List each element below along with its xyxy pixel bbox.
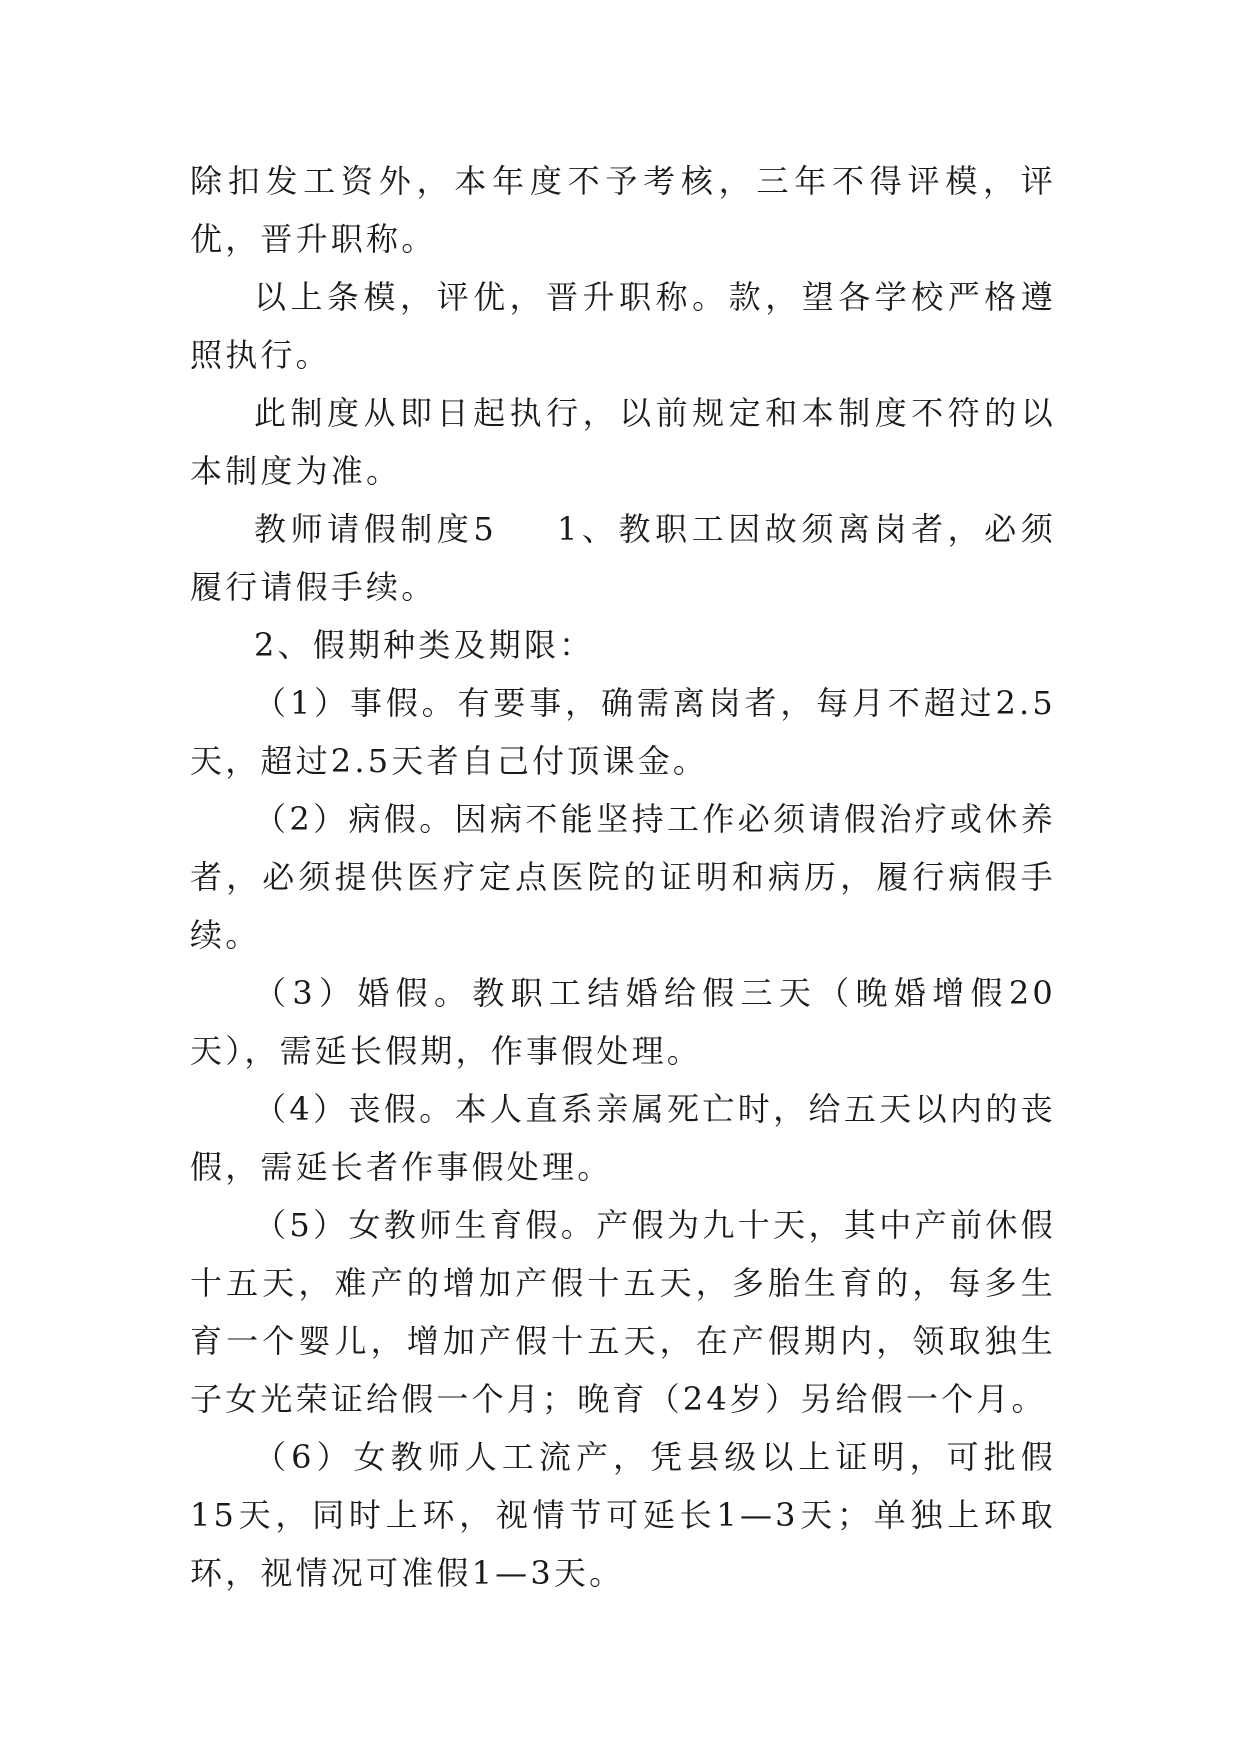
paragraph-wage-deduction: 除扣发工资外，本年度不予考核，三年不得评模，评优，晋升职称。 [190, 162, 1056, 258]
paragraph-marriage-leave: （3）婚假。教职工结婚给假三天（晚婚增假20天），需延长假期，作事假处理。 [190, 974, 1056, 1070]
section-heading: 教师请假制度5 [254, 510, 497, 548]
document-body [190, 152, 1056, 1602]
paragraph-enforcement: 以上条模，评优，晋升职称。款，望各学校严格遵照执行。 [190, 278, 1056, 374]
paragraph-maternity-leave: （5）女教师生育假。产假为九十天，其中产前休假十五天，难产的增加产假十五天，多胎生育的，每多生育一个婴儿，增加产假十五天，在产假期内，领取独生子女光荣证给假一个月；晚育（24岁）另给假一个月。 [190, 1206, 1056, 1418]
paragraph-leave-types: 2、假期种类及期限： [254, 626, 595, 664]
paragraph-sick-leave: （2）病假。因病不能坚持工作必须请假治疗或休养者，必须提供医疗定点医院的证明和病历，履行病假手续。 [190, 800, 1056, 954]
paragraph-effective-date: 此制度从即日起执行，以前规定和本制度不符的以本制度为准。 [190, 394, 1056, 490]
paragraph-leave-procedure-text: 1、教职工因故须离岗者，必须履行请假手续。 [190, 510, 1056, 606]
paragraph-abortion-leave: （6）女教师人工流产，凭县级以上证明，可批假15天，同时上环，视情节可延长1—3天；单独上环取环，视情况可准假1—3天。 [190, 1438, 1056, 1592]
paragraph-leave-procedure [190, 500, 1056, 616]
paragraph-personal-leave: （1）事假。有要事，确需离岗者，每月不超过2.5天，超过2.5天者自己付顶课金。 [190, 684, 1056, 780]
paragraph-bereavement-leave: （4）丧假。本人直系亲属死亡时，给五天以内的丧假，需延长者作事假处理。 [190, 1090, 1056, 1186]
